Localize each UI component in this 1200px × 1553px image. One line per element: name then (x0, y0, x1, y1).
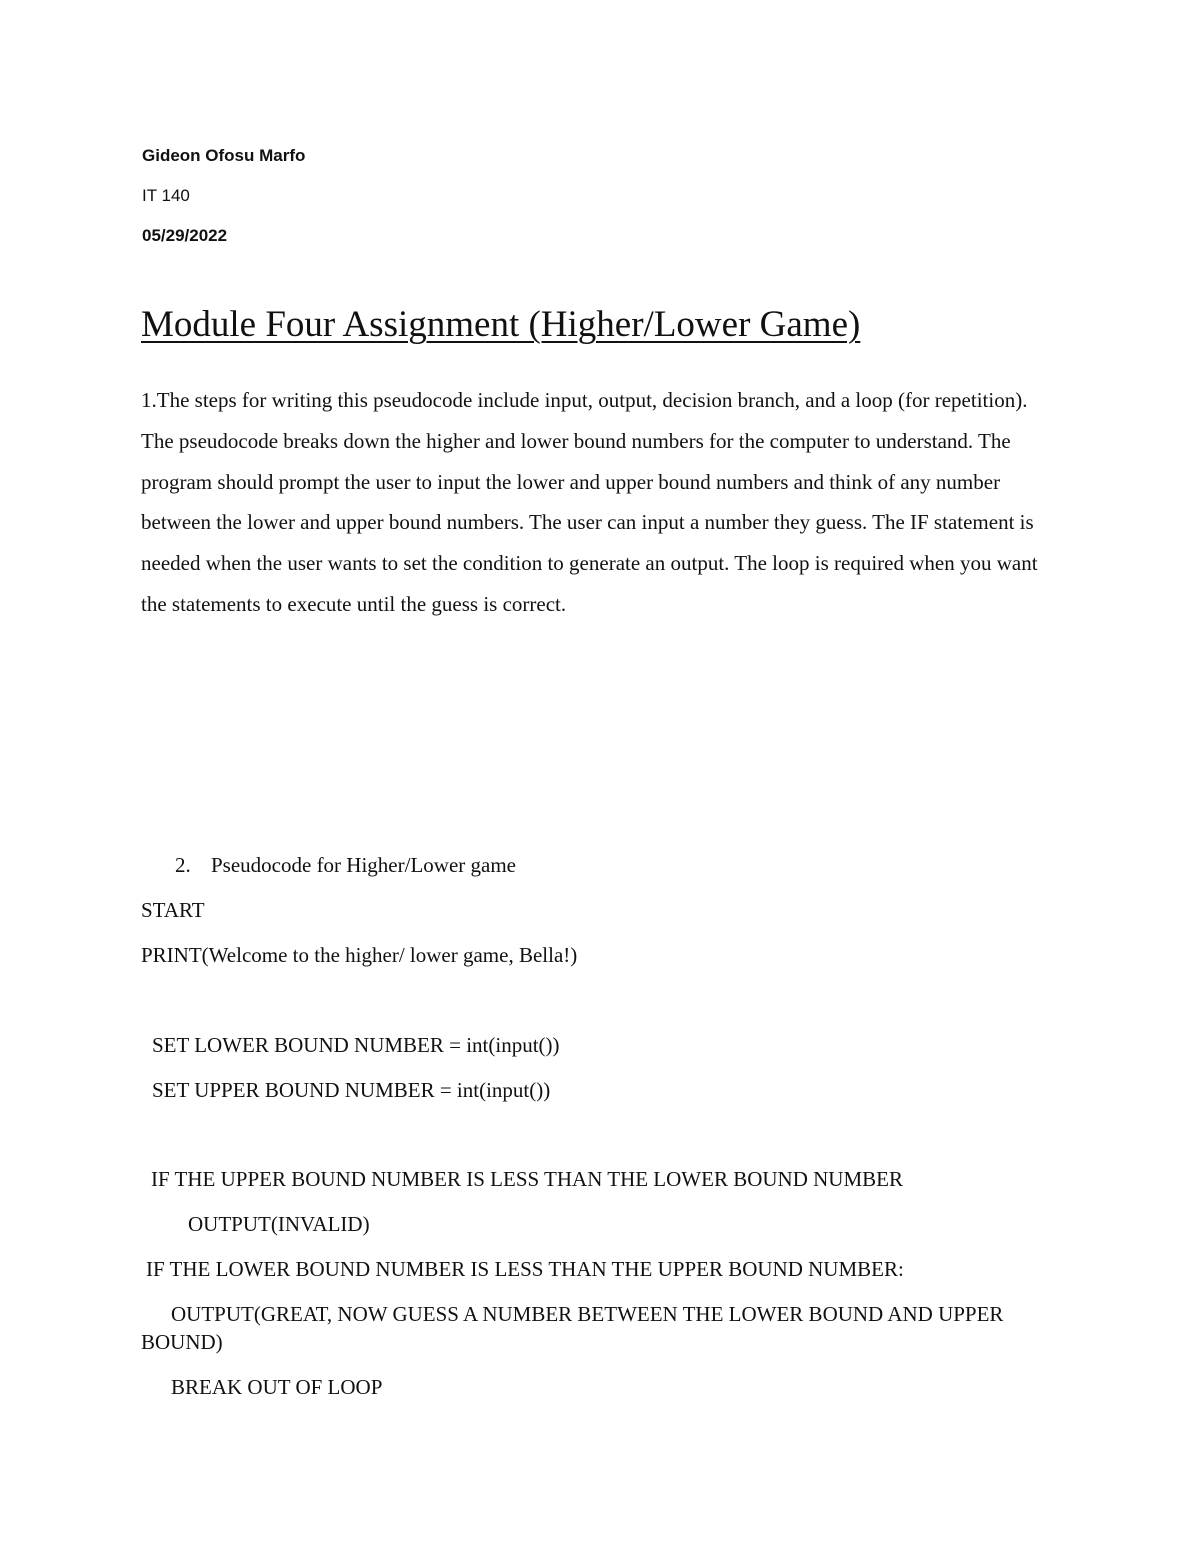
pseudocode-output-invalid: OUTPUT(INVALID) (188, 1212, 370, 1236)
pseudocode-break-loop: BREAK OUT OF LOOP (171, 1375, 383, 1399)
pseudocode-output-great: OUTPUT(GREAT, NOW GUESS A NUMBER BETWEEN THE LOWER BOUND AND UPPER BOUND) (141, 1302, 1004, 1354)
pseudocode-if-lower-less: IF THE LOWER BOUND NUMBER IS LESS THAN THE UPPER BOUND NUMBER: (146, 1257, 904, 1281)
pseudocode-print-welcome: PRINT(Welcome to the higher/ lower game, Bella!) (141, 943, 578, 967)
assignment-date: 05/29/2022 (142, 226, 228, 245)
pseudocode-set-upper: SET UPPER BOUND NUMBER = int(input()) (152, 1078, 551, 1102)
section-number: 2. (175, 853, 191, 877)
author-name: Gideon Ofosu Marfo (142, 146, 306, 165)
document-title: Module Four Assignment (Higher/Lower Game) (141, 304, 861, 345)
paragraph-steps: 1.The steps for writing this pseudocode include input, output, decision branch, and a loop (for repetition). The pseudocode breaks down the higher and lower bound numbers for the computer to understand. The program should prompt the user to input the lower and upper bound numbers and think of any number between the lower and upper bound numbers. The user can input a number they guess. The IF statement is needed when the user wants to set the condition to generate an output. The loop is required when you want the statements to execute until the guess is correct. (141, 388, 1038, 616)
section-heading: Pseudocode for Higher/Lower game (211, 853, 516, 877)
pseudocode-start: START (141, 898, 205, 922)
course-code: IT 140 (142, 186, 190, 205)
pseudocode-set-lower: SET LOWER BOUND NUMBER = int(input()) (152, 1033, 560, 1057)
pseudocode-if-upper-less: IF THE UPPER BOUND NUMBER IS LESS THAN THE LOWER BOUND NUMBER (151, 1167, 903, 1191)
